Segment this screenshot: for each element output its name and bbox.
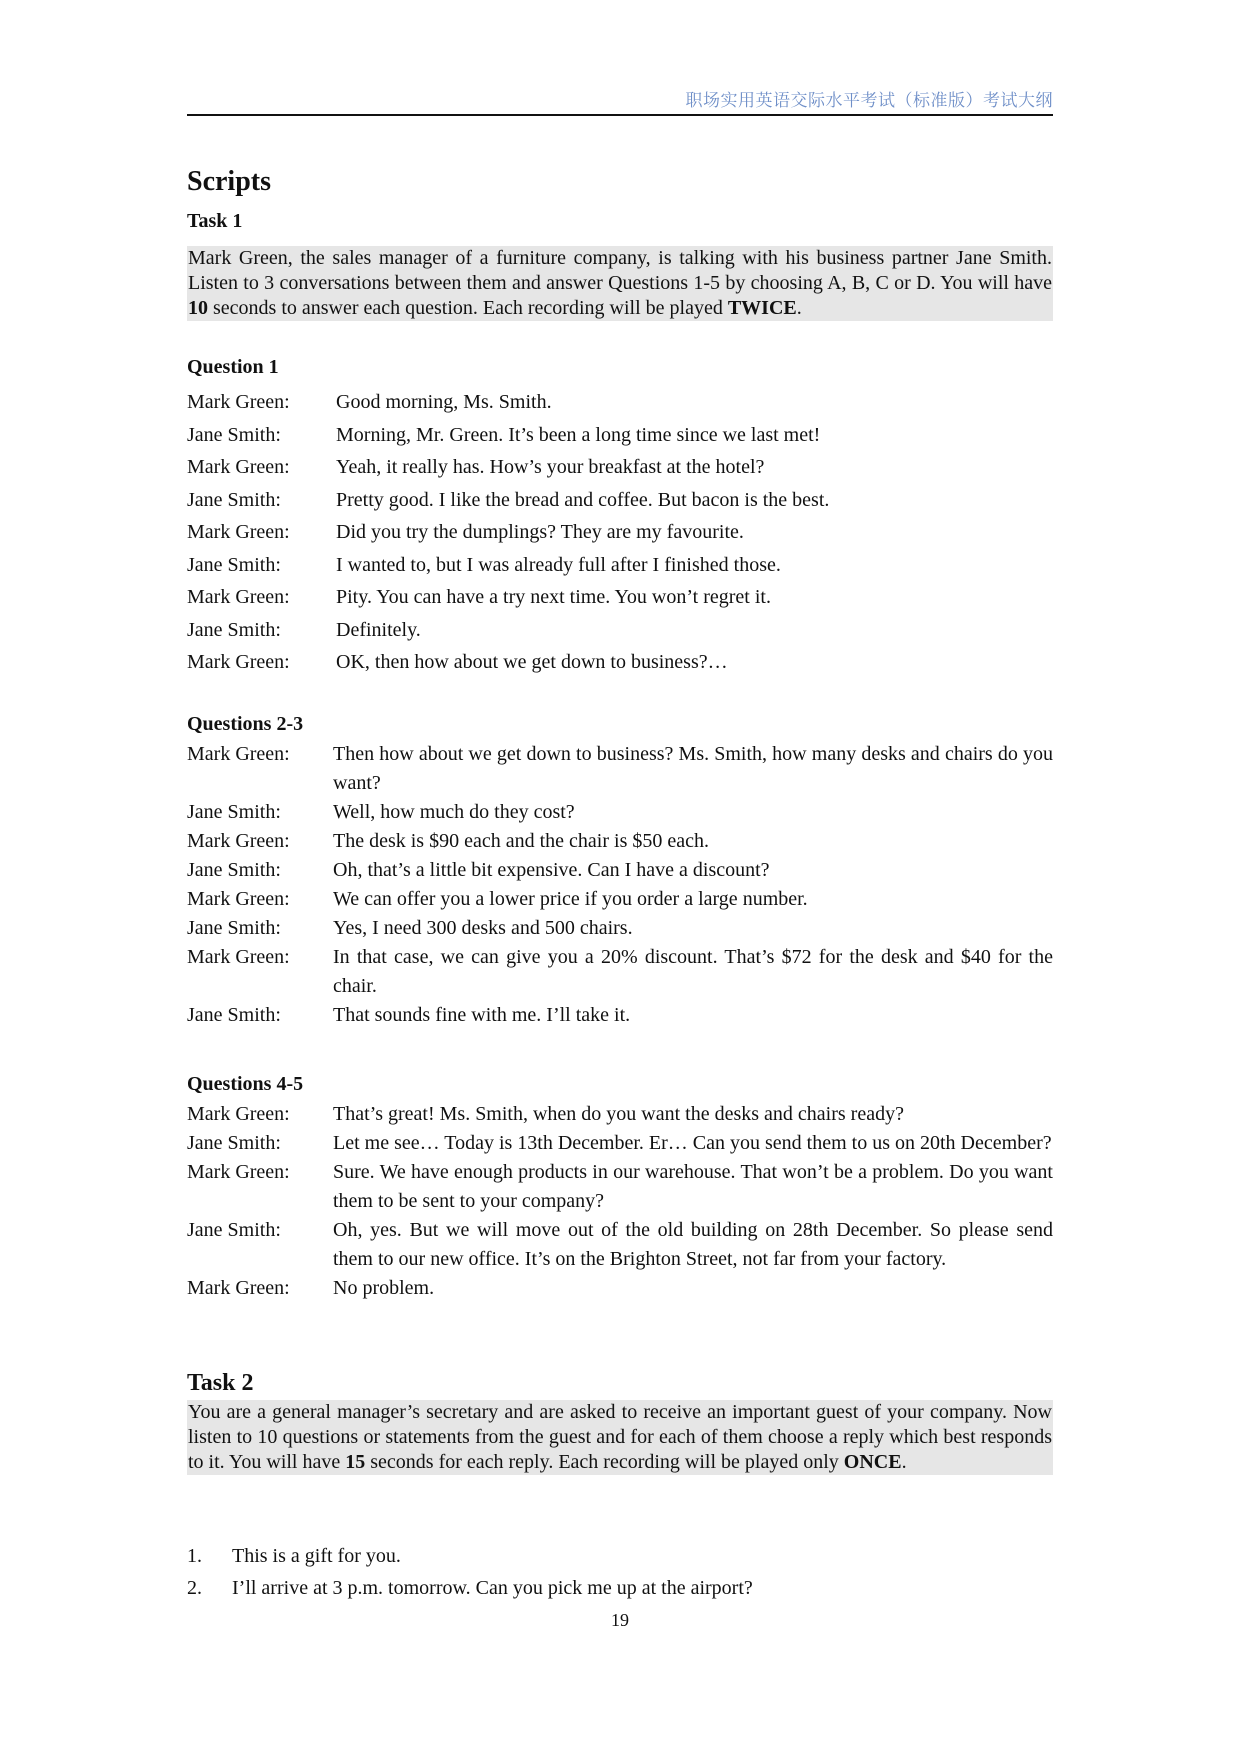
question-group-heading: Question 1 [187,356,279,378]
speaker: Jane Smith: [187,1132,281,1154]
question-group-heading: Questions 4-5 [187,1073,304,1095]
utterance: Oh, that’s a little bit expensive. Can I have a discount? [333,859,770,881]
dialog-line [187,516,1053,549]
dialog-line [187,1001,1053,1030]
speaker: Mark Green: [187,830,290,852]
speaker: Jane Smith: [187,488,281,511]
task1-title: Task 1 [187,210,243,232]
task2-item-list [187,1540,1053,1604]
dialog-line [187,827,1053,856]
utterance: Yes, I need 300 desks and 500 chairs. [333,917,633,939]
utterance: Let me see… Today is 13th December. Er… Can you send them to us on 20th December? [333,1132,1052,1154]
speaker: Mark Green: [187,1277,290,1299]
dialog-line [187,614,1053,647]
dialog-line [187,1274,1053,1303]
section-title: Scripts [187,166,271,197]
utterance: Definitely. [336,618,421,641]
utterance: Then how about we get down to business? Ms. Smith, how many desks and chairs do you want? [333,743,1053,794]
utterance: We can offer you a lower price if you order a large number. [333,888,808,910]
instr-emphasis: TWICE [727,297,797,319]
speaker: Jane Smith: [187,1219,281,1241]
utterance: Sure. We have enough products in our warehouse. That won’t be a problem. Do you want them to be sent to your company? [333,1161,1053,1212]
speaker: Mark Green: [187,888,290,910]
task1-instructions [187,246,1053,321]
speaker: Mark Green: [187,456,290,478]
dialog-line [187,484,1053,517]
utterance: That sounds fine with me. I’ll take it. [333,1004,631,1026]
list-item [187,1540,1053,1572]
utterance: Pretty good. I like the bread and coffee. But bacon is the best. [336,488,830,511]
item-text: I’ll arrive at 3 p.m. tomorrow. Can you pick me up at the airport? [232,1577,753,1599]
speaker: Jane Smith: [187,618,281,641]
utterance: Well, how much do they cost? [333,801,575,823]
page-number: 19 [611,1610,629,1630]
utterance: Morning, Mr. Green. It’s been a long time since we last met! [336,423,821,446]
utterance: I wanted to, but I was already full after I finished those. [336,553,781,576]
dialog-line [187,1158,1053,1216]
utterance: That’s great! Ms. Smith, when do you want the desks and chairs ready? [333,1103,904,1125]
dialog-line [187,451,1053,484]
speaker: Jane Smith: [187,801,281,823]
dialog-line [187,419,1053,452]
utterance: Good morning, Ms. Smith. [336,391,552,413]
utterance: Pity. You can have a try next time. You won’t regret it. [336,586,771,608]
speaker: Mark Green: [187,1103,290,1125]
instr-text: seconds for each reply. Each recording will be played only [365,1451,844,1473]
instr-text: . [901,1451,907,1473]
question-group-heading: Questions 2-3 [187,713,304,735]
task2-title: Task 2 [187,1370,254,1396]
dialog-line [187,1100,1053,1129]
dialog-line [187,943,1053,1001]
speaker: Mark Green: [187,1161,290,1183]
utterance: No problem. [333,1277,435,1299]
item-number: 2. [187,1577,202,1599]
speaker: Mark Green: [187,743,290,765]
speaker: Mark Green: [187,651,290,673]
instr-text: Mark Green, the sales manager of a furniture company, is talking with his business partner Jane Smith. Listen to 3 conversations between them and answer Questions 1-5 by choosing A, B, C or D. You will have [188,247,1052,294]
utterance: In that case, we can give you a 20% discount. That’s $72 for the desk and $40 for the chair. [333,946,1053,997]
dialog-line [187,856,1053,885]
header-rule [187,114,1053,116]
utterance: Oh, yes. But we will move out of the old building on 28th December. So please send them to our new office. It’s on the Brighton Street, not far from your factory. [333,1219,1053,1270]
speaker: Jane Smith: [187,1004,281,1026]
running-header: 职场实用英语交际水平考试（标准版）考试大纲 [685,91,1053,111]
dialog-line [187,740,1053,798]
item-number: 1. [187,1545,202,1567]
dialog-questions-2-3 [187,740,1053,1030]
task2-instructions [187,1400,1053,1475]
dialog-line [187,581,1053,614]
dialog-line [187,646,1053,679]
speaker: Mark Green: [187,521,290,543]
speaker: Jane Smith: [187,553,281,576]
speaker: Mark Green: [187,946,290,968]
dialog-line [187,885,1053,914]
dialog-line [187,1216,1053,1274]
dialog-questions-4-5 [187,1100,1053,1303]
instr-text: You are a general manager’s secretary and are asked to receive an important guest of your company. Now listen to 10 questions or statements from the guest and for each of them choose a reply which best responds to it. You will have [188,1401,1052,1473]
dialog-line [187,386,1053,419]
speaker: Jane Smith: [187,859,281,881]
speaker: Mark Green: [187,391,290,413]
utterance: Yeah, it really has. How’s your breakfast at the hotel? [336,456,765,478]
instr-emphasis: ONCE [843,1451,902,1473]
instr-emphasis: 10 [188,297,208,319]
instr-text: seconds to answer each question. Each recording will be played [208,297,728,319]
speaker: Jane Smith: [187,917,281,939]
dialog-line [187,798,1053,827]
speaker: Mark Green: [187,586,290,608]
dialog-question-1 [187,386,1053,679]
dialog-line [187,549,1053,582]
dialog-line [187,914,1053,943]
utterance: Did you try the dumplings? They are my favourite. [336,521,744,543]
list-item [187,1572,1053,1604]
dialog-line [187,1129,1053,1158]
instr-text: . [796,297,802,319]
instr-emphasis: 15 [345,1451,366,1473]
utterance: The desk is $90 each and the chair is $50 each. [333,830,709,852]
utterance: OK, then how about we get down to business?… [336,651,728,673]
item-text: This is a gift for you. [232,1545,401,1567]
speaker: Jane Smith: [187,423,281,446]
